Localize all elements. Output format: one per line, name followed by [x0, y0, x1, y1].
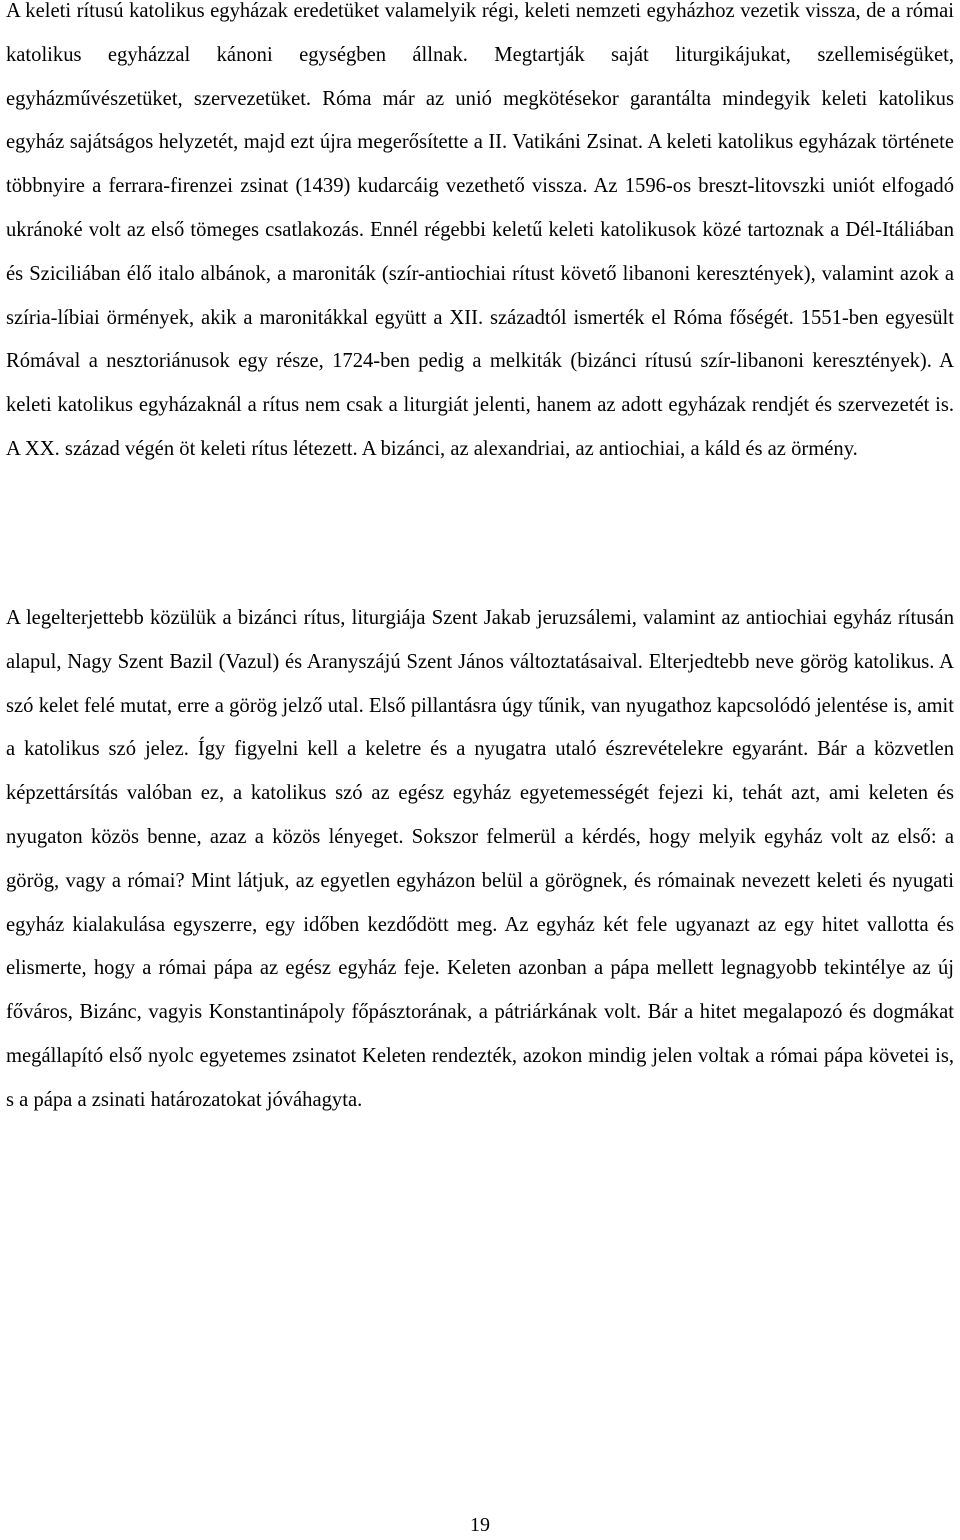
paragraph-byzantine-rite: A legelterjettebb közülük a bizánci rítus, liturgiája Szent Jakab jeruzsálemi, valamint az antiochiai egyház rítusán alapul, Nagy Szent Bazil (Vazul) és Aranyszájú Szent János változtatásaival. Elterjedtebb neve görög katolikus. A szó kelet felé mutat, erre a görög jelző utal. Első pillantásra úgy tűnik, van nyugathoz kapcsolódó jelentése is, amit a katolikus szó jelez. Így figyelni kell a keletre és a nyugatra utaló észrevételekre egyaránt. Bár a közvetlen képzettársítás valóban ez, a katolikus szó az egész egyház egyetemességét fejezi ki, tehát azt, ami keleten és nyugaton közös benne, azaz a közös lényeget. Sokszor felmerül a kérdés, hogy melyik egyház volt az első: a görög, vagy a római? Mint látjuk, az egyetlen egyházon belül a görögnek, és rómainak nevezett keleti és nyugati egyház kialakulása egyszerre, egy időben kezdődött meg. Az egyház két fele ugyanazt az egy hitet vallotta és elismerte, hogy a római pápa az egész egyház feje. Keleten azonban a pápa mellett legnagyobb tekintélye az új főváros, Bizánc, vagyis Konstantinápoly főpásztorának, a pátriárkának volt. Bár a hitet megalapozó és dogmákat megállapító első nyolc egyetemes zsinatot Keleten rendezték, azokon mindig jelen voltak a római pápa követei is, s a pápa a zsinati határozatokat jóváhagyta. [6, 607, 954, 1111]
paragraph-eastern-catholic-churches: A keleti rítusú katolikus egyházak eredetüket valamelyik régi, keleti nemzeti egyházhoz vezetik vissza, de a római katolikus egyházzal kánoni egységben állnak. Megtartják saját liturgikájukat, szellemiségüket, egyházművészetüket, szervezetüket. Róma már az unió megkötésekor garantálta mindegyik keleti katolikus egyház sajátságos helyzetét, majd ezt újra megerősítette a II. Vatikáni Zsinat. A keleti katolikus egyházak története többnyire a ferrara-firenzei zsinat (1439) kudarcáig vezethető vissza. Az 1596-os breszt-litovszki uniót elfogadó ukránoké volt az első tömeges csatlakozás. Ennél régebbi keletű keleti katolikusok közé tartoznak a Dél-Itáliában és Sziciliában élő italo albánok, a maroniták (szír-antiochiai rítust követő libanoni keresztények), valamint azok a szíria-líbiai örmények, akik a maronitákkal együtt a XII. századtól ismerték el Róma főségét. 1551-ben egyesült Rómával a nesztoriánusok egy része, 1724-ben pedig a melkiták (bizánci rítusú szír-libanoni keresztények). A keleti katolikus egyházaknál a rítus nem csak a liturgiát jelenti, hanem az adott egyházak rendjét és szervezetét is. A XX. század végén öt keleti rítus létezett. A bizánci, az alexandriai, az antiochiai, a káld és az örmény. [6, 0, 954, 460]
page-number: 19 [470, 1514, 490, 1536]
